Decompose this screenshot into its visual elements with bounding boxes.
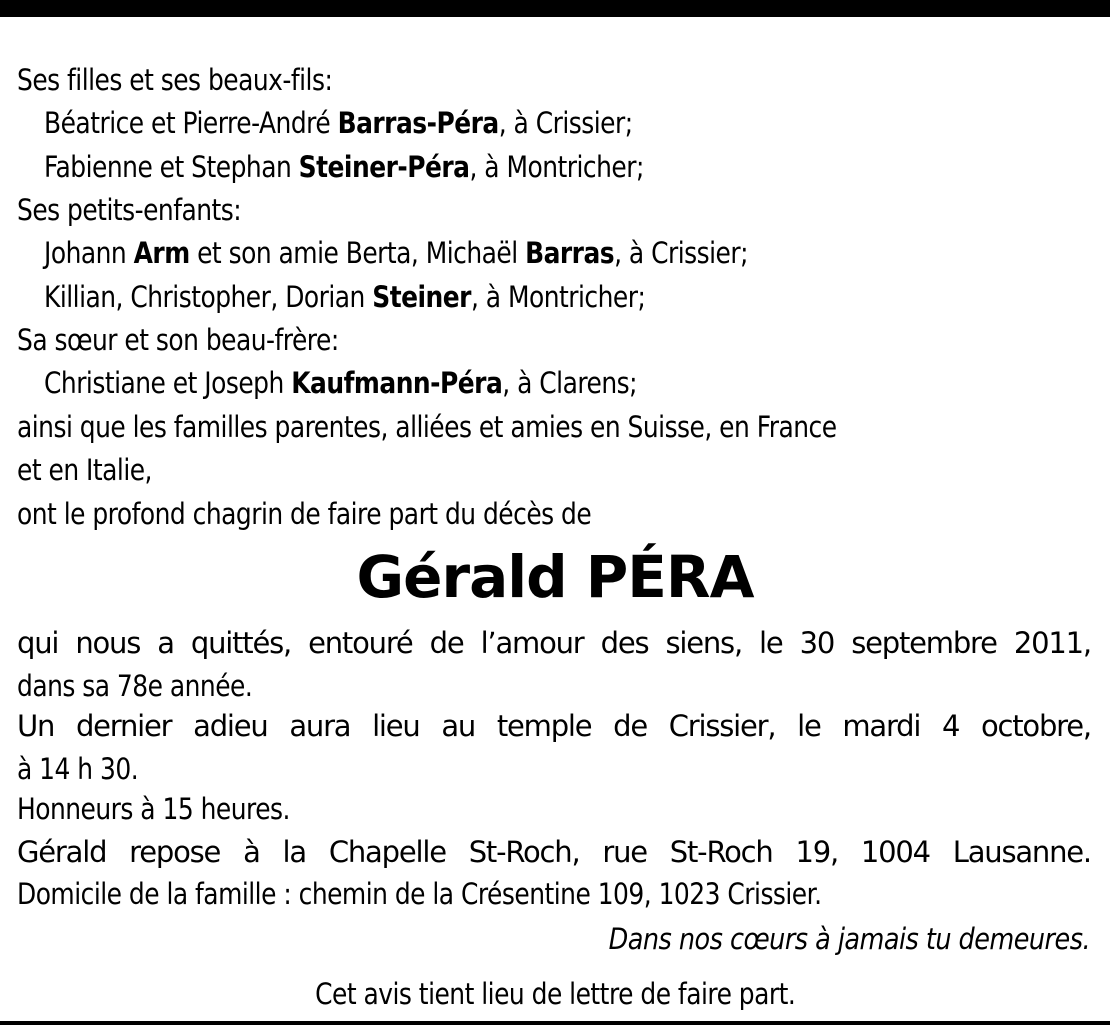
word: Gérald [17, 835, 107, 869]
family-line-daughter1 [44, 105, 633, 141]
given-names: Fabienne et Stephan [44, 150, 292, 184]
bottom-rule [0, 1021, 1110, 1025]
domicile-line: Domicile de la famille : chemin de la Crésentine 109, 1023 Crissier. [17, 877, 822, 911]
place: , à Montricher; [469, 150, 644, 184]
given-names: et son amie Berta, Michaël [197, 236, 518, 270]
motto: Dans nos cœurs à jamais tu demeures. [608, 922, 1090, 956]
repose-line [17, 834, 1091, 870]
others-line-2: et en Italie, [17, 453, 152, 487]
word: septembre [851, 626, 997, 660]
place: , à Crissier; [614, 236, 748, 270]
word: St-Roch [669, 835, 773, 869]
word: Un [17, 709, 55, 743]
given-names: Johann [44, 236, 127, 270]
word: lieu [372, 709, 420, 743]
place: , à Clarens; [502, 366, 638, 400]
word: entouré [308, 626, 413, 660]
word: Crissier, [668, 709, 776, 743]
death-line-2: dans sa 78e année. [17, 669, 253, 703]
closing-text: Cet avis tient lieu de lettre de faire part. [314, 977, 796, 1011]
surname: Steiner [372, 280, 471, 314]
word: 4 [941, 709, 960, 743]
death-line-1 [17, 625, 1091, 661]
place: , à Montricher; [470, 280, 646, 314]
word: 30 [799, 626, 835, 660]
word: au [441, 709, 476, 743]
word: à [243, 835, 260, 869]
adieu-line-2: à 14 h 30. [17, 752, 139, 786]
family-line-daughter2 [44, 149, 644, 185]
word: 1004 [860, 835, 930, 869]
deceased-name: Gérald PÉRA [356, 543, 754, 611]
family-line-grandchildren2 [44, 279, 645, 315]
word: de [613, 709, 647, 743]
word: octobre, [980, 709, 1091, 743]
word: l’amour [480, 626, 584, 660]
closing-note [0, 976, 1110, 1012]
word: adieu [193, 709, 268, 743]
grandchildren-heading: Ses petits-enfants: [17, 193, 242, 227]
surname: Barras-Péra [337, 106, 499, 140]
word: Chapelle [328, 835, 446, 869]
surname: Barras [525, 236, 615, 270]
word: de [429, 626, 464, 660]
surname: Arm [133, 236, 190, 270]
word: 19, [795, 835, 838, 869]
announcement: ont le profond chagrin de faire part du décès de [17, 497, 592, 531]
word: a [157, 626, 174, 660]
given-names: Béatrice et Pierre-André [44, 106, 331, 140]
daughters-heading: Ses filles et ses beaux-fils: [17, 63, 333, 97]
word: repose [129, 835, 221, 869]
word: mardi [842, 709, 921, 743]
top-rule [0, 0, 1110, 17]
word: le [759, 626, 783, 660]
word: Lausanne. [952, 835, 1091, 869]
surname: Kaufmann-Péra [291, 366, 503, 400]
word: siens, [665, 626, 742, 660]
others-line-1: ainsi que les familles parentes, alliées et amies en Suisse, en France [17, 410, 837, 444]
word: temple [496, 709, 592, 743]
word: quittés, [190, 626, 292, 660]
given-names: Killian, Christopher, Dorian [44, 280, 365, 314]
word: le [797, 709, 821, 743]
surname: Steiner-Péra [298, 150, 470, 184]
honours-line: Honneurs à 15 heures. [17, 792, 290, 826]
family-line-grandchildren1 [44, 235, 748, 271]
word: qui [17, 626, 59, 660]
word: des [600, 626, 649, 660]
word: aura [289, 709, 351, 743]
place: , à Crissier; [498, 106, 633, 140]
family-line-sister [44, 365, 637, 401]
word: rue [602, 835, 647, 869]
word: St-Roch, [468, 835, 580, 869]
given-names: Christiane et Joseph [44, 366, 284, 400]
word: dernier [75, 709, 172, 743]
sister-heading: Sa sœur et son beau-frère: [17, 323, 339, 357]
word: la [282, 835, 306, 869]
word: 2011, [1013, 626, 1091, 660]
word: nous [75, 626, 141, 660]
adieu-line-1 [17, 708, 1091, 744]
